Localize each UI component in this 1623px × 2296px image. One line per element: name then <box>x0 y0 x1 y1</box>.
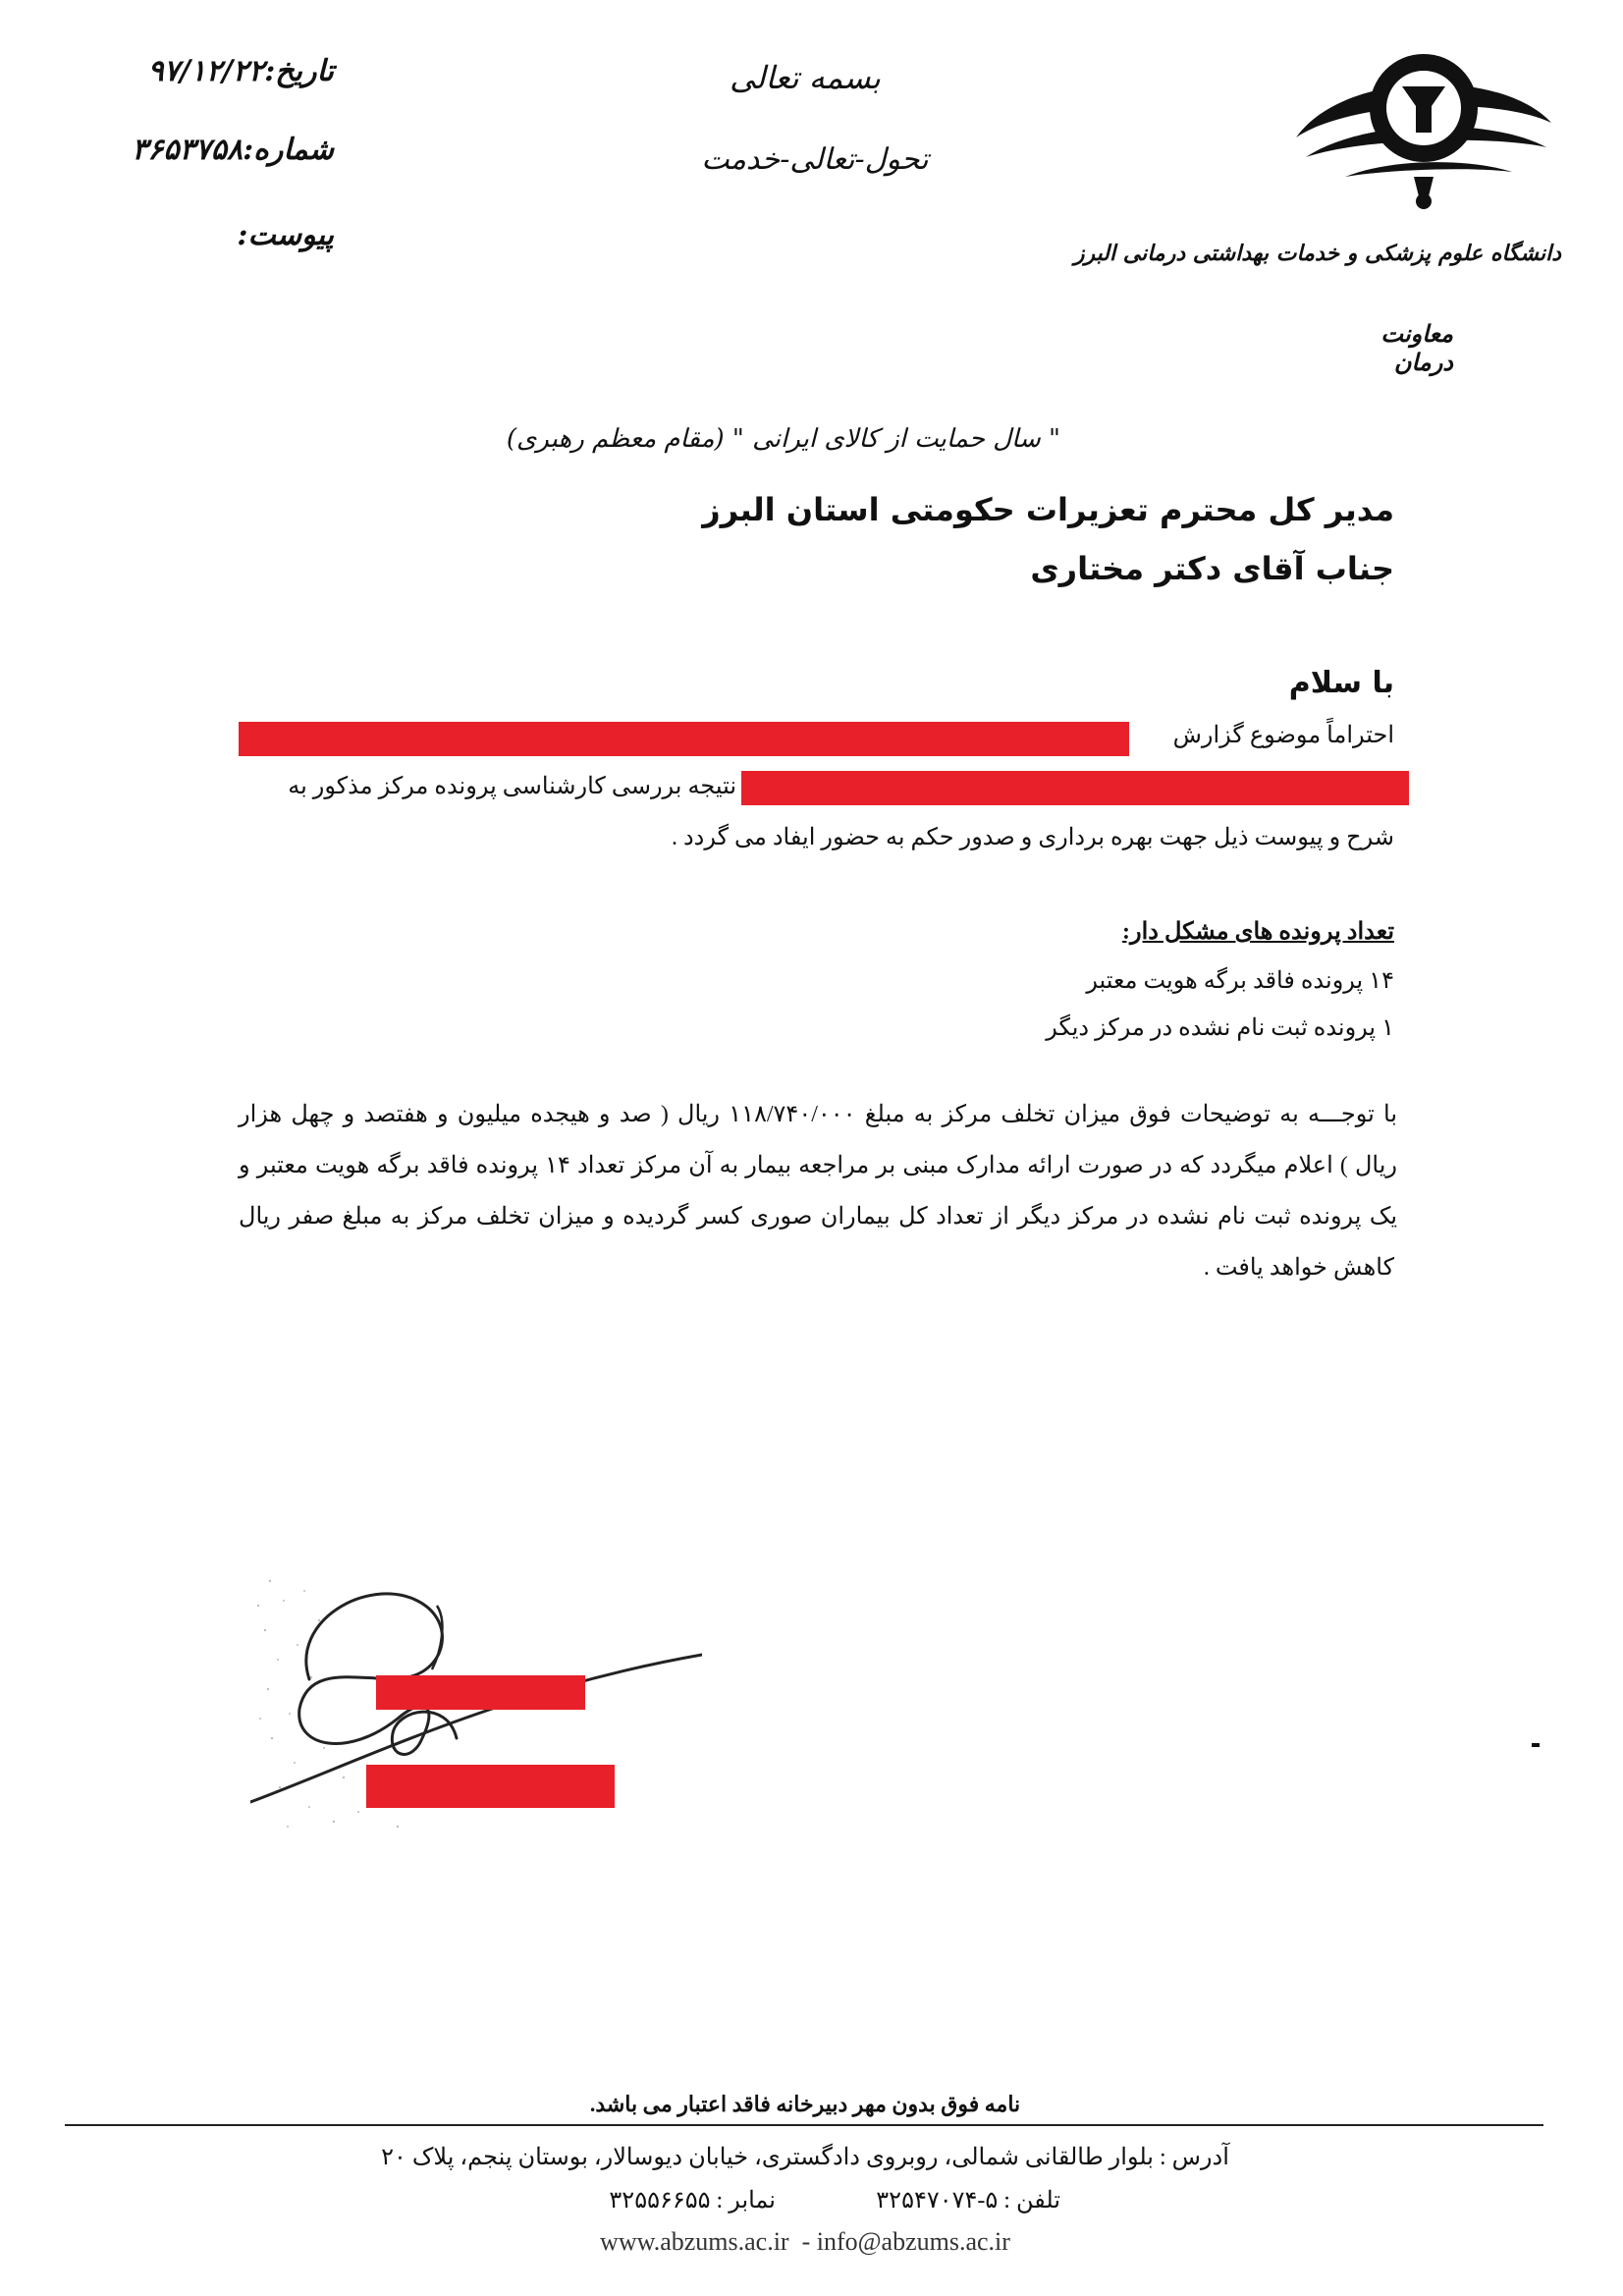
number-field <box>132 133 334 167</box>
problem-files-item-1: ۱۴ پرونده فاقد برگه هویت معتبر <box>1086 968 1394 994</box>
department-name: معاونت درمان <box>1380 319 1453 376</box>
footer-website: www.abzums.ac.ir - info@abzums.ac.ir <box>600 2227 1010 2256</box>
attachment-field <box>196 218 334 252</box>
paragraph2-line3: یک پرونده ثبت نام نشده در مرکز دیگر از تعداد کل بیماران صوری کسر گردیده و میزان تخلف مرکز به مبلغ صفر ریال <box>239 1204 1397 1230</box>
problem-files-heading: تعداد پرونده های مشکل دار: <box>1122 919 1394 945</box>
problem-files-item-2: ۱ پرونده ثبت نام نشده در مرکز دیگر <box>1046 1015 1394 1041</box>
university-name: دانشگاه علوم پزشکی و خدمات بهداشتی درمانی البرز <box>1073 241 1561 266</box>
paragraph1-line2: نتیجه بررسی کارشناسی پرونده مرکز مذکور به <box>288 774 736 799</box>
motto: تحول-تعالی-خدمت <box>701 142 929 177</box>
footer-phone: تلفن : ۵-۳۲۵۴۷۰۷۴ <box>876 2188 1060 2214</box>
redaction-bar <box>376 1675 585 1710</box>
redaction-bar <box>366 1765 615 1808</box>
paragraph2-line2: ریال ) اعلام میگردد که در صورت ارائه مدارک مبنی بر مراجعه بیمار به آن مرکز تعداد ۱۴ پرونده فاقد برگه هویت معتبر و <box>239 1153 1398 1178</box>
redaction-bar <box>239 722 1129 756</box>
addressee-name: جناب آقای دکتر مختاری <box>1030 550 1394 587</box>
greeting: با سلام <box>1288 666 1394 700</box>
redaction-bar <box>741 771 1409 805</box>
footer-fax: نمابر : ۳۲۵۵۶۶۵۵ <box>609 2188 776 2214</box>
stamp-note: نامه فوق بدون مهر دبیرخانه فاقد اعتبار می باشد. <box>589 2092 1021 2116</box>
logo-emblem-icon <box>1286 29 1561 216</box>
basmala: بسمه تعالی <box>730 59 881 96</box>
date-field <box>147 54 334 88</box>
paragraph2-line1: با توجـــه به توضیحات فوق میزان تخلف مرکز به مبلغ ۱۱۸/۷۴۰/۰۰۰ ریال ( صد و هیجده میلیون و هفتصد و چهل هزار <box>239 1102 1398 1127</box>
university-logo <box>1286 29 1561 216</box>
year-slogan: " سال حمایت از کالای ایرانی " (مقام معظم رهبری) <box>506 424 1060 454</box>
margin-mark <box>1532 1743 1540 1747</box>
paragraph1-line1: احتراماً موضوع گزارش <box>1172 723 1394 748</box>
paragraph1-line3: شرح و پیوست ذیل جهت بهره برداری و صدور حکم به حضور ایفاد می گردد . <box>671 825 1394 850</box>
number-value: ۳۶۵۳۷۵۸ <box>132 133 243 167</box>
paragraph2-line4: کاهش خواهد یافت . <box>1203 1255 1394 1281</box>
attachment-label: پیوست: <box>237 218 334 252</box>
addressee-title: مدیر کل محترم تعزیرات حکومتی استان البرز <box>702 491 1394 528</box>
date-value: ۹۷/۱۲/۲۲ <box>147 54 265 88</box>
number-label: شماره: <box>243 133 334 167</box>
footer-address: آدرس : بلوار طالقانی شمالی، روبروی دادگستری، خیابان دیوسالار، بوستان پنجم، پلاک ۲۰ <box>381 2145 1229 2170</box>
date-label: تاریخ: <box>264 54 334 88</box>
footer-divider <box>65 2124 1543 2126</box>
